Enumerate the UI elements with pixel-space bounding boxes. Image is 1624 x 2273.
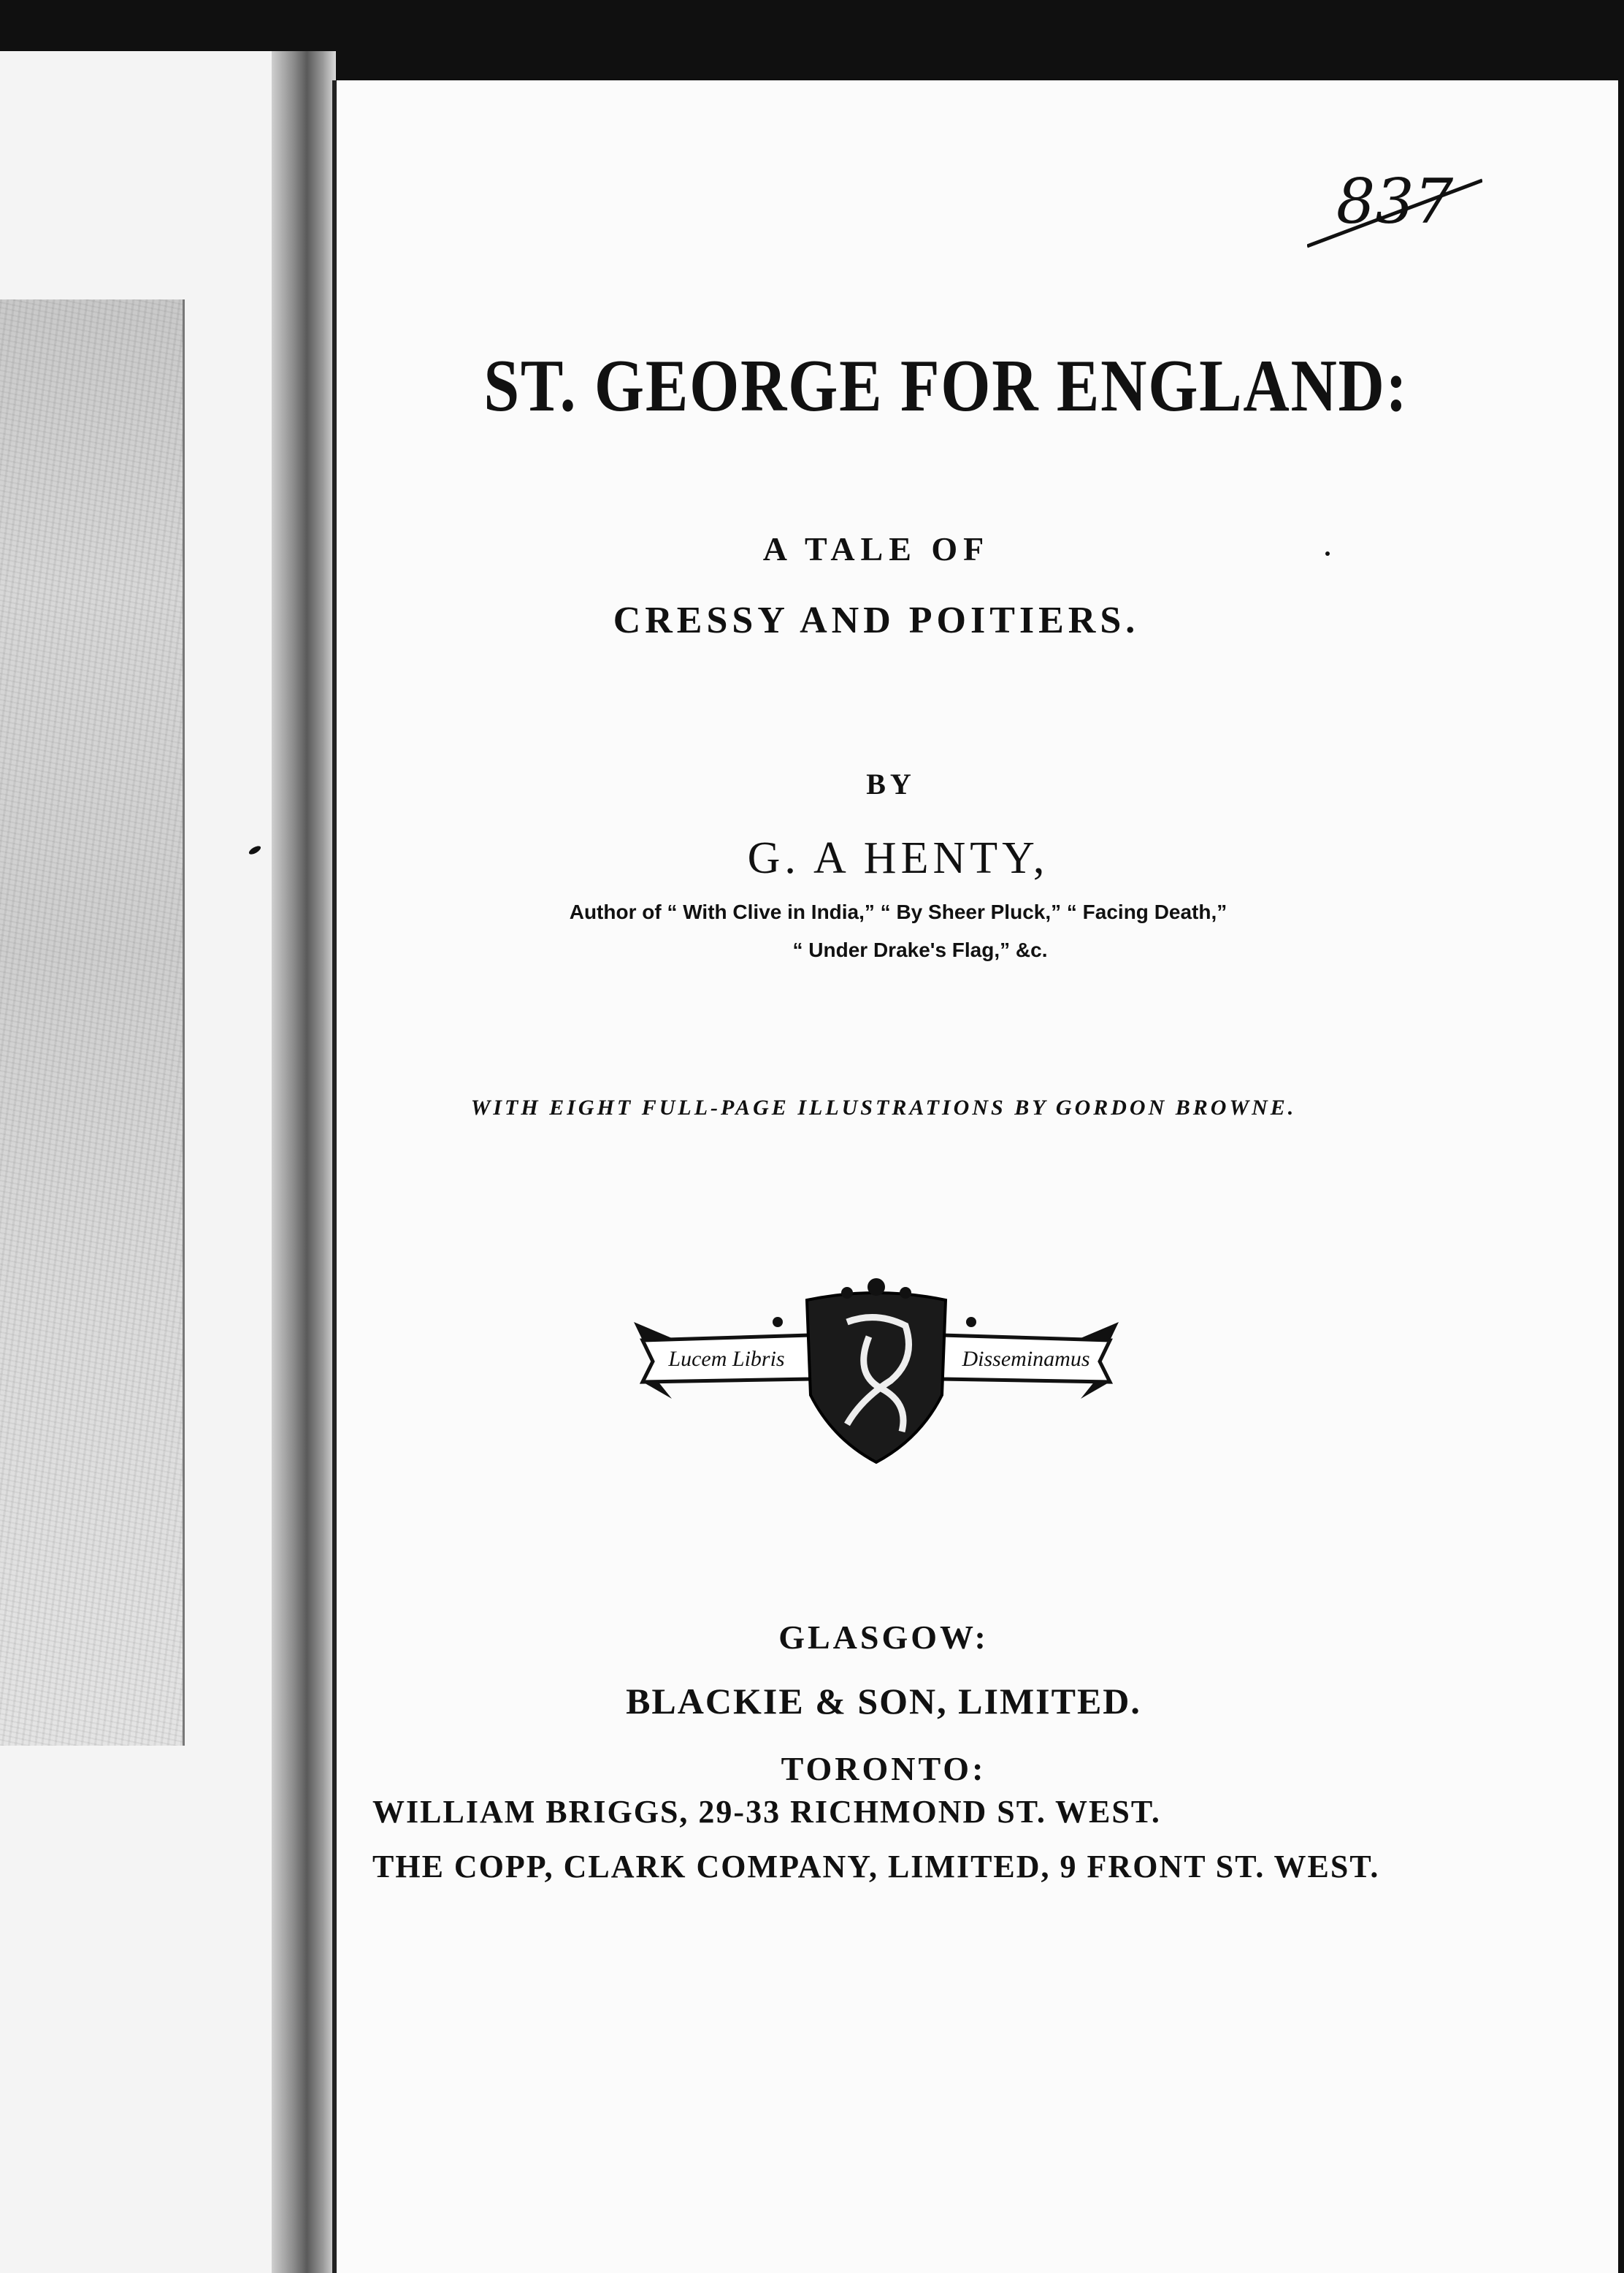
- imprint-publisher: BLACKIE & SON, LIMITED.: [626, 1681, 1141, 1722]
- flower-ornament-icon: [773, 1317, 783, 1327]
- flower-ornament-icon: [966, 1317, 976, 1327]
- author-credits-line-2: “ Under Drake's Flag,” &c.: [792, 939, 1048, 961]
- subtitle-line-2: CRESSY AND POITIERS.: [613, 600, 1140, 641]
- shelf-mark-text: 837: [1336, 166, 1454, 237]
- imprint-agent-2: THE COPP, CLARK COMPANY, LIMITED, 9 FRONT ST. WEST.: [372, 1849, 1380, 1884]
- frontispiece-engraving: [0, 299, 185, 1746]
- ink-mark: [248, 844, 262, 856]
- author-credits-line-1: Author of “ With Clive in India,” “ By Sheer Pluck,” “ Facing Death,”: [569, 901, 1227, 923]
- by-line: BY: [866, 768, 916, 801]
- book-title: ST. GEORGE FOR ENGLAND:: [483, 345, 1409, 427]
- shelf-mark-handwritten: [1307, 164, 1482, 252]
- ribbon-fold-icon: [1081, 1322, 1119, 1340]
- book-gutter: [272, 51, 336, 2273]
- imprint-city-glasgow: GLASGOW:: [778, 1619, 989, 1656]
- ink-speck: [1325, 551, 1330, 556]
- imprint-agent-1: WILLIAM BRIGGS, 29-33 RICHMOND ST. WEST.: [372, 1794, 1161, 1830]
- subtitle-line-1: A TALE OF: [762, 530, 990, 568]
- ribbon-fold-icon: [634, 1322, 672, 1340]
- flower-ornament-icon: [841, 1287, 853, 1299]
- illustrations-credit: WITH EIGHT FULL-PAGE ILLUSTRATIONS BY GORDON BROWNE.: [470, 1096, 1297, 1120]
- imprint-city-toronto: TORONTO:: [781, 1750, 987, 1787]
- publisher-device-emblem: [628, 1271, 1125, 1475]
- motto-right-text: Disseminamus: [962, 1347, 1090, 1371]
- frontispiece-page: [0, 51, 277, 2273]
- flower-ornament-icon: [900, 1287, 911, 1299]
- flower-ornament-icon: [867, 1278, 885, 1296]
- author-name: G. A HENTY,: [747, 833, 1049, 883]
- motto-left-text: Lucem Libris: [668, 1347, 785, 1371]
